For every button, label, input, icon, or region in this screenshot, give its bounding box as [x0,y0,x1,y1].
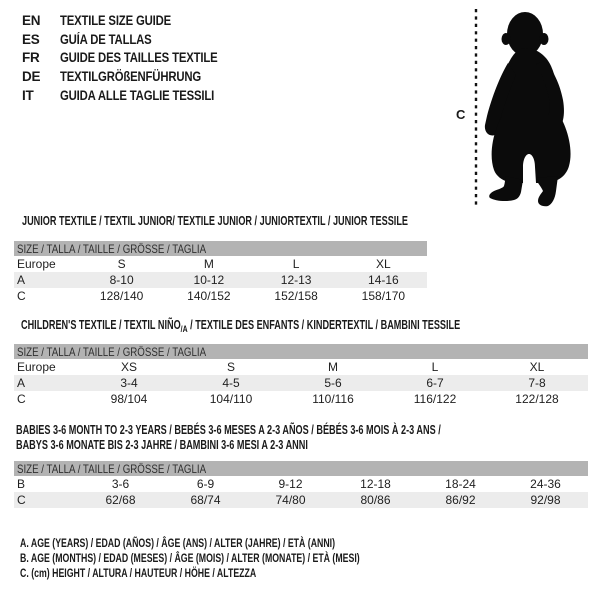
size-header-bar [14,241,427,256]
language-code: ES [22,31,40,47]
table-cell: 104/110 [209,392,253,406]
language-title-list [22,11,248,104]
footnote-text: B. AGE (MONTHS) / EDAD (MESES) / ÂGE (MOIS) / ALTER (MONATE) / ETÀ (MESI) [20,551,360,565]
table-cell: 3-6 [111,477,130,491]
height-measure-label: C [456,107,466,122]
table-cell: 62/68 [105,493,136,507]
table-row-months [14,476,588,492]
title-text: BABYS 3-6 MONATE BIS 2-3 JAHRE / BAMBINI 3-6 MESI A 2-3 ANNI [16,438,308,452]
footnote-text: C. (cm) HEIGHT / ALTURA / HAUTEUR / HÖHE / ALTEZZA [20,566,257,580]
title-part: CHILDREN'S TEXTILE / TEXTIL NIÑO [21,318,181,332]
table-cell: L [431,360,439,374]
table-row-height [14,492,588,508]
babies-title-line1 [16,423,598,438]
table-cell: 3-4 [120,376,138,390]
junior-section-title [22,214,551,228]
size-header-bar [14,344,588,359]
children-section-title-text [21,318,461,335]
footnote-c [20,566,485,581]
title-part: / TEXTILE DES ENFANTS / KINDERTEXTIL / BAMBINI TESSILE [187,318,461,332]
row-label: Europe [17,360,56,374]
babies-section-title [16,423,598,453]
table-cell: 14-16 [368,273,399,287]
table-cell: M [203,257,214,271]
table-cell: 92/98 [530,493,561,507]
children-size-table [14,344,588,407]
language-row-es [22,30,248,49]
table-cell: 12-13 [280,273,312,287]
table-cell: 68/74 [190,493,221,507]
language-code: FR [22,50,40,66]
table-cell: 4-5 [222,376,240,390]
table-cell: 86/92 [445,493,476,507]
babies-title-line2 [16,438,598,453]
table-cell: 24-36 [530,477,561,491]
table-cell: 10-12 [193,273,225,287]
table-cell: 7-8 [528,376,546,390]
table-cell: XL [529,360,545,374]
table-cell: 8-10 [109,273,134,287]
row-label: A [17,376,26,390]
language-title: GUÍA DE TALLAS [60,31,152,47]
table-cell: S [117,257,126,271]
footnote-a [20,536,485,551]
children-section-title [21,318,600,335]
row-label: C [17,493,26,507]
table-row-height [14,288,427,304]
table-cell: 98/104 [110,392,148,406]
table-cell: 9-12 [278,477,303,491]
language-title: TEXTILE SIZE GUIDE [60,12,172,28]
table-cell: 152/158 [274,289,318,303]
table-row-height [14,391,588,407]
table-cell: 140/152 [187,289,231,303]
language-code: IT [22,87,34,103]
height-measure-line [474,8,478,208]
table-cell: XS [120,360,137,374]
footnote-text: A. AGE (YEARS) / EDAD (AÑOS) / ÂGE (ANS) / ALTER (JAHRE) / ETÀ (ANNI) [20,536,336,550]
table-cell: 12-18 [360,477,391,491]
language-code: EN [22,12,41,28]
table-cell: 5-6 [324,376,342,390]
footnote-b [20,551,485,566]
table-cell: 128/140 [99,289,144,303]
row-label: Europe [17,257,56,271]
babies-size-table [14,461,588,508]
size-header-bar [14,461,588,476]
table-cell: M [328,360,338,374]
table-cell: 110/116 [312,392,354,406]
junior-size-table [14,241,427,304]
table-cell: 122/128 [515,392,559,406]
table-cell: 80/86 [360,493,391,507]
table-cell: 74/80 [275,493,306,507]
table-cell: 18-24 [445,477,476,491]
language-row-it [22,86,248,105]
language-row-de [22,67,248,86]
language-title: TEXTILGRÖßENFÜHRUNG [60,68,202,84]
table-cell: 158/170 [361,289,406,303]
table-row-europe [14,256,427,272]
language-code: DE [22,68,41,84]
row-label: A [17,273,26,287]
size-header-label: SIZE / TALLA / TAILLE / GRÖSSE / TAGLIA [17,461,207,476]
row-label: C [17,392,26,406]
junior-section-title-text: JUNIOR TEXTILE / TEXTIL JUNIOR/ TEXTILE JUNIOR / JUNIORTEXTIL / JUNIOR TESSILE [22,214,409,228]
table-row-europe [14,359,588,375]
row-label: C [17,289,26,303]
table-cell: S [226,360,235,374]
table-cell: 6-7 [426,376,444,390]
title-subscript: /A [180,324,188,335]
toddler-silhouette-icon [483,8,579,208]
table-cell: 6-9 [196,477,215,491]
language-title: GUIDA ALLE TAGLIE TESSILI [60,87,215,103]
table-row-age [14,272,427,288]
size-header-label: SIZE / TALLA / TAILLE / GRÖSSE / TAGLIA [17,241,207,256]
language-row-fr [22,48,248,67]
language-row-en [22,11,248,30]
title-text: BABIES 3-6 MONTH TO 2-3 YEARS / BEBÉS 3-6 MESES A 2-3 AÑOS / BÉBÉS 3-6 MOIS À 2-3 ANS / [16,423,441,437]
language-title: GUIDE DES TAILLES TEXTILE [60,50,218,66]
table-cell: L [292,257,300,271]
size-header-label: SIZE / TALLA / TAILLE / GRÖSSE / TAGLIA [17,344,207,359]
row-label: B [17,477,26,491]
table-cell: 116/122 [413,392,457,406]
footnote-legend [20,536,485,581]
table-cell: XL [376,257,391,271]
table-row-age [14,375,588,391]
